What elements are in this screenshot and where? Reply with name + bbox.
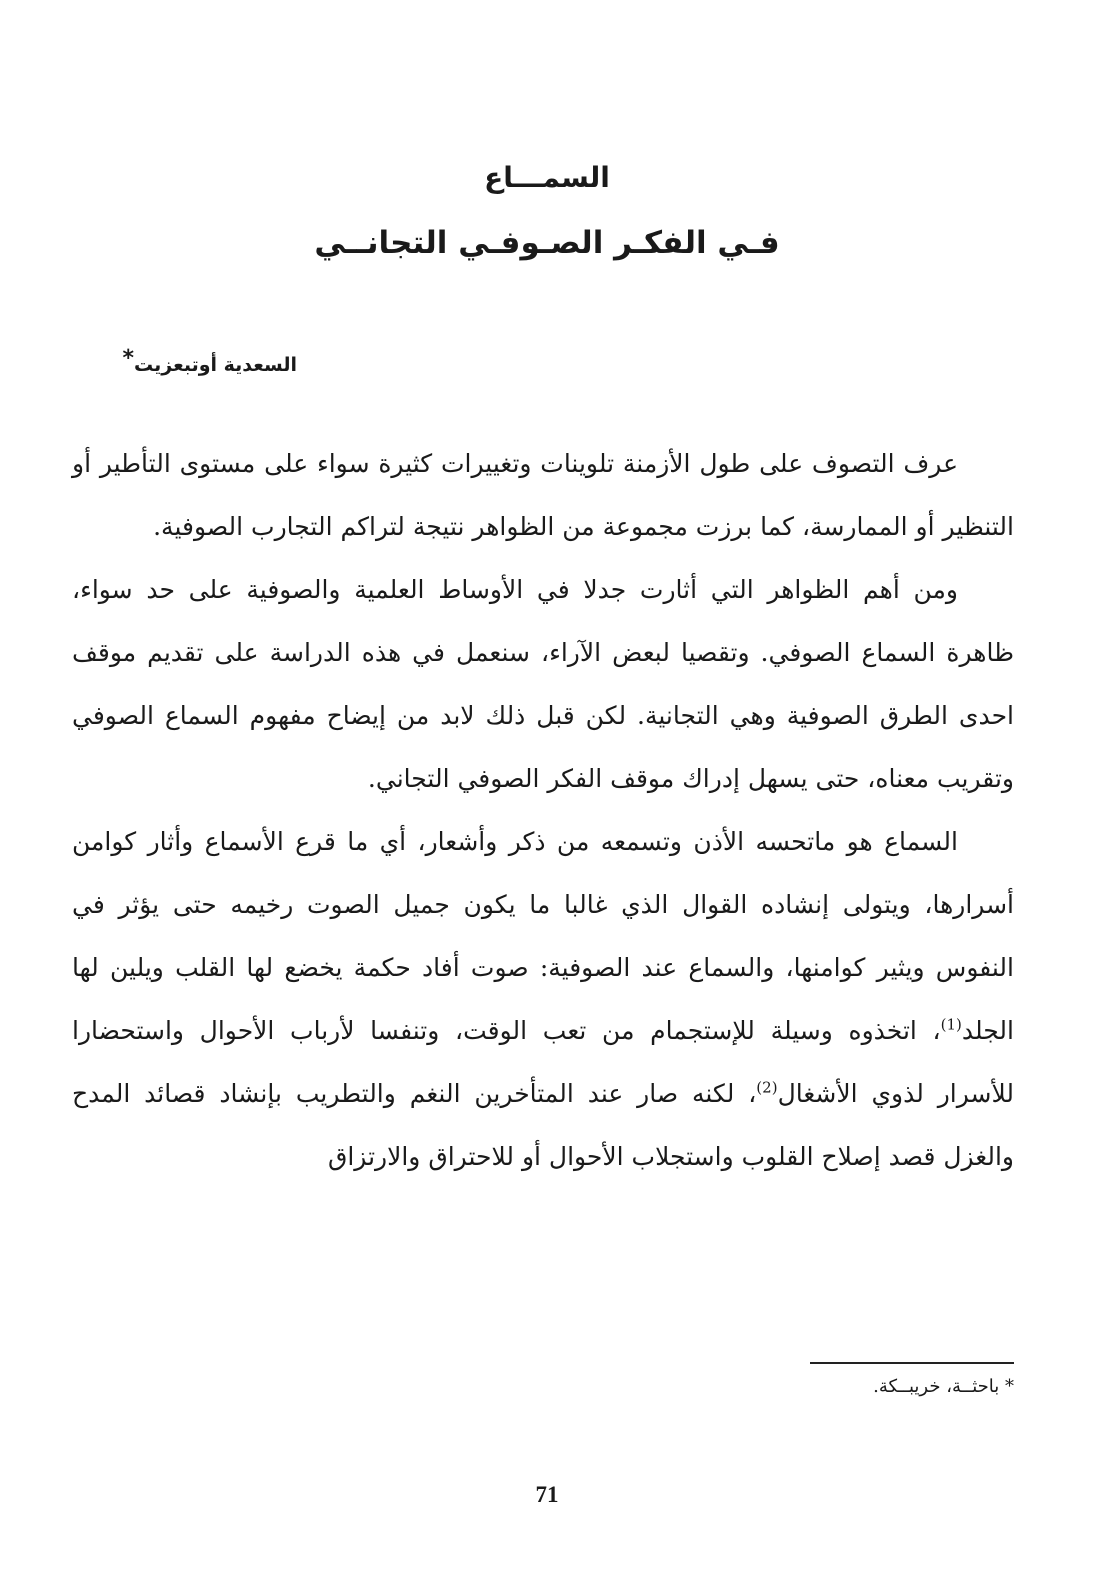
author-footnote-mark: * <box>122 346 135 371</box>
paragraph-1: عرف التصوف على طول الأزمنة تلوينات وتغييرات كثيرة سواء على مستوى التأطير أو التنظير أو الممارسة، كما برزت مجموعة من الظواهر نتيجة لتراكم التجارب الصوفية. <box>72 449 1014 541</box>
article-body <box>72 432 1014 1188</box>
title-line-2: فـي الفكـر الصـوفـي التجانــي <box>314 225 780 261</box>
author-name <box>123 344 297 380</box>
footnote-separator <box>810 1362 1014 1364</box>
title-line-1: السمـــاع <box>484 161 610 194</box>
paragraph-3-part-1: السماع هو ماتحسه الأذن وتسمعه من ذكر وأشعار، أي ما قرع الأسماع وأثار كوامن أسرارها، ويتولى إنشاده القوال الذي غالبا ما يكون جميل الصوت رخيمه حتى يؤثر في النفوس ويثير كوامنها، والسماع عند الصوفية: صوت أفاد حكمة يخضع لها القلب ويلين لها الجلد <box>72 827 1014 1045</box>
footnote-author-affiliation: * باحثــة، خريبــكة. <box>873 1376 1014 1397</box>
paragraph-3-part-3: ، لكنه صار عند المتأخرين النغم والتطريب بإنشاد قصائد المدح والغزل قصد إصلاح القلوب واستجلاب الأحوال أو للاحتراق والارتزاق <box>72 1079 1014 1171</box>
paragraph-2: ومن أهم الظواهر التي أثارت جدلا في الأوساط العلمية والصوفية على حد سواء، ظاهرة السماع الصوفي. وتقصيا لبعض الآراء، سنعمل في هذه الدراسة على تقديم موقف احدى الطرق الصوفية وهي التجانية. لكن قبل ذلك لابد من إيضاح مفهوم السماع الصوفي وتقريب معناه، حتى يسهل إدراك موقف الفكر الصوفي التجاني. <box>72 575 1014 793</box>
footnote-ref-2: (2) <box>756 1078 778 1097</box>
footnote-ref-1: (1) <box>940 1015 962 1034</box>
author-name-text: السعدية أوتبعزيت <box>134 354 297 376</box>
page-number: 71 <box>535 1482 559 1507</box>
paragraph-3 <box>72 810 1014 1188</box>
paragraph-3-part-2: ، اتخذوه وسيلة للإستجمام من تعب الوقت، وتنفسا لأرباب الأحوال واستحضارا للأسرار لذوي الأشغال <box>72 1016 1014 1108</box>
